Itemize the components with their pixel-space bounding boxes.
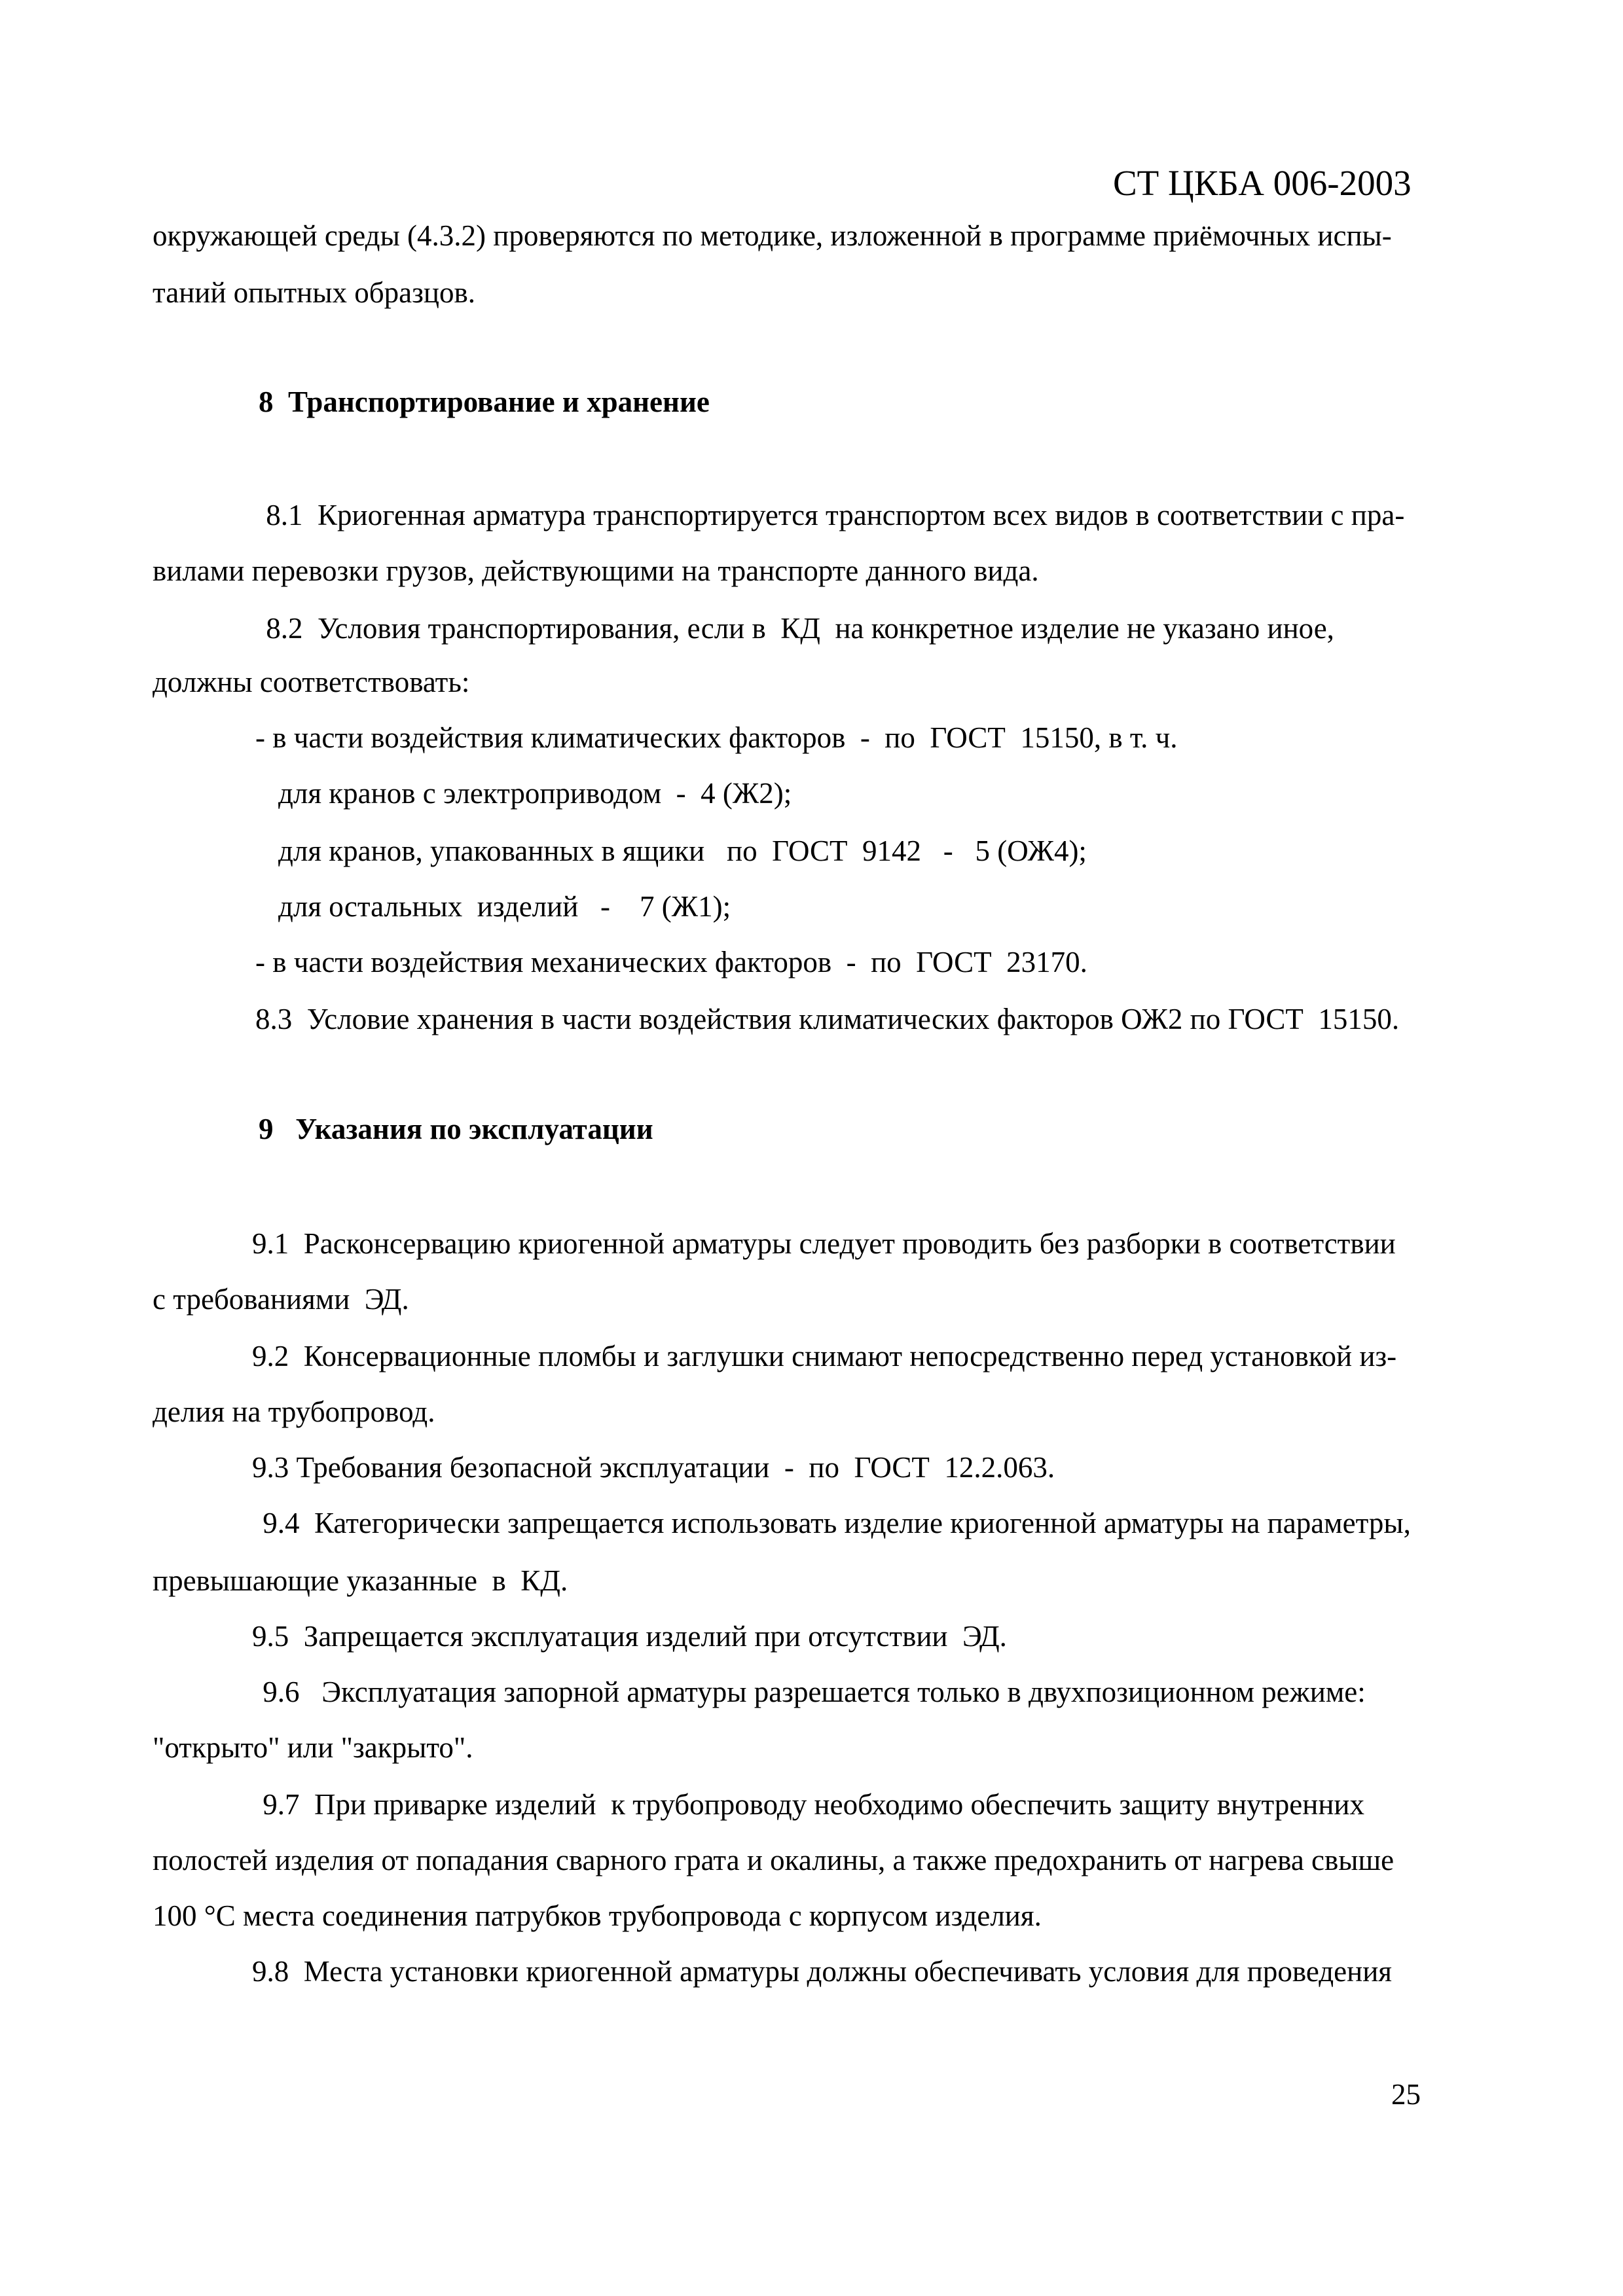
paragraph-8-1-line-2: вилами перевозки грузов, действующими на транспорте данного вида. xyxy=(153,554,1039,587)
paragraph-9-3: 9.3 Требования безопасной эксплуатации - по ГОСТ 12.2.063. xyxy=(252,1451,1055,1484)
paragraph-9-4-line-1: 9.4 Категорически запрещается использовать изделие криогенной арматуры на параметры, xyxy=(255,1507,1411,1539)
electric-drive-valves-line: для кранов с электроприводом - 4 (Ж2); xyxy=(278,777,792,810)
section-8-heading: 8 Транспортирование и хранение xyxy=(259,386,710,418)
paragraph-9-7-line-2: полостей изделия от попадания сварного грата и окалины, а также предохранить от нагрева свыше xyxy=(153,1844,1395,1876)
document-code: СТ ЦКБА 006-2003 xyxy=(1113,163,1412,203)
intro-line-2: таний опытных образцов. xyxy=(153,276,475,309)
paragraph-9-7-line-1: 9.7 При приварке изделий к трубопроводу необходимо обеспечить защиту внутренних xyxy=(255,1788,1364,1821)
paragraph-8-2-line-1: 8.2 Условия транспортирования, если в КД на конкретное изделие не указано иное, xyxy=(259,612,1334,645)
paragraph-8-3: 8.3 Условие хранения в части воздействия климатических факторов ОЖ2 по ГОСТ 15150. xyxy=(255,1003,1400,1035)
paragraph-8-2-line-2: должны соответствовать: xyxy=(153,666,470,698)
packed-valves-line: для кранов, упакованных в ящики по ГОСТ 9142 - 5 (ОЖ4); xyxy=(278,834,1087,867)
paragraph-9-7-line-3: 100 °С места соединения патрубков трубопровода с корпусом изделия. xyxy=(153,1899,1042,1932)
paragraph-9-2-line-2: делия на трубопровод. xyxy=(153,1395,435,1428)
paragraph-9-2-line-1: 9.2 Консервационные пломбы и заглушки снимают непосредственно перед установкой из- xyxy=(252,1340,1397,1372)
paragraph-9-1-line-2: с требованиями ЭД. xyxy=(153,1283,409,1316)
paragraph-9-6-line-1: 9.6 Эксплуатация запорной арматуры разрешается только в двухпозиционном режиме: xyxy=(255,1676,1366,1708)
page-number: 25 xyxy=(1391,2078,1421,2111)
other-products-line: для остальных изделий - 7 (Ж1); xyxy=(278,890,731,923)
intro-line-1: окружающей среды (4.3.2) проверяются по методике, изложенной в программе приёмочных испы- xyxy=(153,219,1392,252)
mechanical-factors-line: - в части воздействия механических факторов - по ГОСТ 23170. xyxy=(255,946,1087,978)
paragraph-9-1-line-1: 9.1 Расконсервацию криогенной арматуры следует проводить без разборки в соответствии xyxy=(252,1227,1396,1260)
paragraph-9-4-line-2: превышающие указанные в КД. xyxy=(153,1564,568,1597)
section-9-heading: 9 Указания по эксплуатации xyxy=(259,1113,653,1145)
climatic-factors-line: - в части воздействия климатических факторов - по ГОСТ 15150, в т. ч. xyxy=(255,721,1178,754)
paragraph-9-5: 9.5 Запрещается эксплуатация изделий при отсутствии ЭД. xyxy=(252,1620,1007,1653)
paragraph-8-1-line-1: 8.1 Криогенная арматура транспортируется транспортом всех видов в соответствии с пра- xyxy=(259,499,1405,531)
paragraph-9-8-line-1: 9.8 Места установки криогенной арматуры должны обеспечивать условия для проведения xyxy=(252,1955,1392,1988)
paragraph-9-6-line-2: "открыто" или "закрыто". xyxy=(153,1731,473,1764)
